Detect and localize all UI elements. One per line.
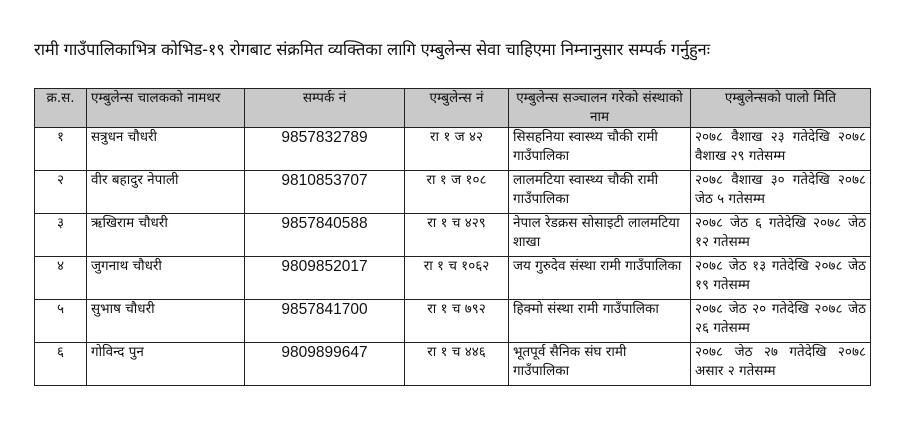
cell-period: २०७८ वैशाख ३० गतेदेखि २०७८ जेठ ५ गतेसम्म — [691, 171, 871, 214]
header-ambulance-no: एम्बुलेन्स नं — [405, 89, 509, 128]
cell-operator: लालमटिया स्वास्थ्य चौकी रामी गाउँपालिका — [509, 171, 691, 214]
cell-driver: सत्रुधन चौधरी — [87, 128, 245, 171]
table-header-row — [35, 89, 871, 128]
cell-sn: ३ — [35, 214, 87, 257]
cell-contact: 9809852017 — [245, 257, 405, 300]
cell-operator: हिक्मो संस्था रामी गाउँपालिका — [509, 300, 691, 343]
cell-ambulance-no: रा १ च ४२९ — [405, 214, 509, 257]
cell-contact: 9809899647 — [245, 343, 405, 386]
cell-period: २०७८ जेठ २७ गतेदेखि २०७८ असार २ गतेसम्म — [691, 343, 871, 386]
cell-period: २०७८ जेठ ६ गतेदेखि २०७८ जेठ १२ गतेसम्म — [691, 214, 871, 257]
cell-period: २०७८ वैशाख २३ गतेदेखि २०७८ वैशाख २९ गतेसम्म — [691, 128, 871, 171]
cell-period: २०७८ जेठ २० गतेदेखि २०७८ जेठ २६ गतेसम्म — [691, 300, 871, 343]
cell-ambulance-no: रा १ च ४४६ — [405, 343, 509, 386]
cell-sn: ६ — [35, 343, 87, 386]
cell-contact: 9857841700 — [245, 300, 405, 343]
cell-period: २०७८ जेठ १३ गतेदेखि २०७८ जेठ १९ गतेसम्म — [691, 257, 871, 300]
cell-contact: 9857840588 — [245, 214, 405, 257]
table-row — [35, 257, 871, 300]
ambulance-contact-table — [34, 88, 871, 386]
header-contact: सम्पर्क नं — [245, 89, 405, 128]
table-row — [35, 300, 871, 343]
cell-driver: ऋखिराम चौधरी — [87, 214, 245, 257]
table-row — [35, 343, 871, 386]
document-title: रामी गाउँपालिकाभित्र कोभिड-१९ रोगबाट संक्रमित व्यक्तिका लागि एम्बुलेन्स सेवा चाहिएमा निम्नानुसार सम्पर्क गर्नुहुनः — [34, 40, 710, 59]
table-row — [35, 214, 871, 257]
cell-sn: ५ — [35, 300, 87, 343]
cell-contact: 9810853707 — [245, 171, 405, 214]
cell-sn: २ — [35, 171, 87, 214]
header-period: एम्बुलेन्सको पालो मिति — [691, 89, 871, 128]
cell-operator: नेपाल रेडक्रस सोसाइटी लालमटिया शाखा — [509, 214, 691, 257]
table-row — [35, 171, 871, 214]
cell-driver: वीर बहादुर नेपाली — [87, 171, 245, 214]
cell-sn: ४ — [35, 257, 87, 300]
cell-sn: १ — [35, 128, 87, 171]
cell-ambulance-no: रा १ च १०६२ — [405, 257, 509, 300]
cell-ambulance-no: रा १ ज ४२ — [405, 128, 509, 171]
cell-contact: 9857832789 — [245, 128, 405, 171]
cell-operator: सिसहनिया स्वास्थ्य चौकी रामी गाउँपालिका — [509, 128, 691, 171]
cell-ambulance-no: रा १ ज १०८ — [405, 171, 509, 214]
cell-driver: जुगनाथ चौधरी — [87, 257, 245, 300]
table-row — [35, 128, 871, 171]
cell-operator: भूतपूर्व सैनिक संघ रामी गाउँपालिका — [509, 343, 691, 386]
header-driver: एम्बुलेन्स चालकको नामथर — [87, 89, 245, 128]
cell-ambulance-no: रा १ च ७९२ — [405, 300, 509, 343]
header-sn: क्र.स. — [35, 89, 87, 128]
cell-driver: सुभाष चौधरी — [87, 300, 245, 343]
cell-driver: गोविन्द पुन — [87, 343, 245, 386]
cell-operator: जय गुरुदेव संस्था रामी गाउँपालिका — [509, 257, 691, 300]
header-operator: एम्बुलेन्स सञ्चालन गरेको संस्थाको नाम — [509, 89, 691, 128]
